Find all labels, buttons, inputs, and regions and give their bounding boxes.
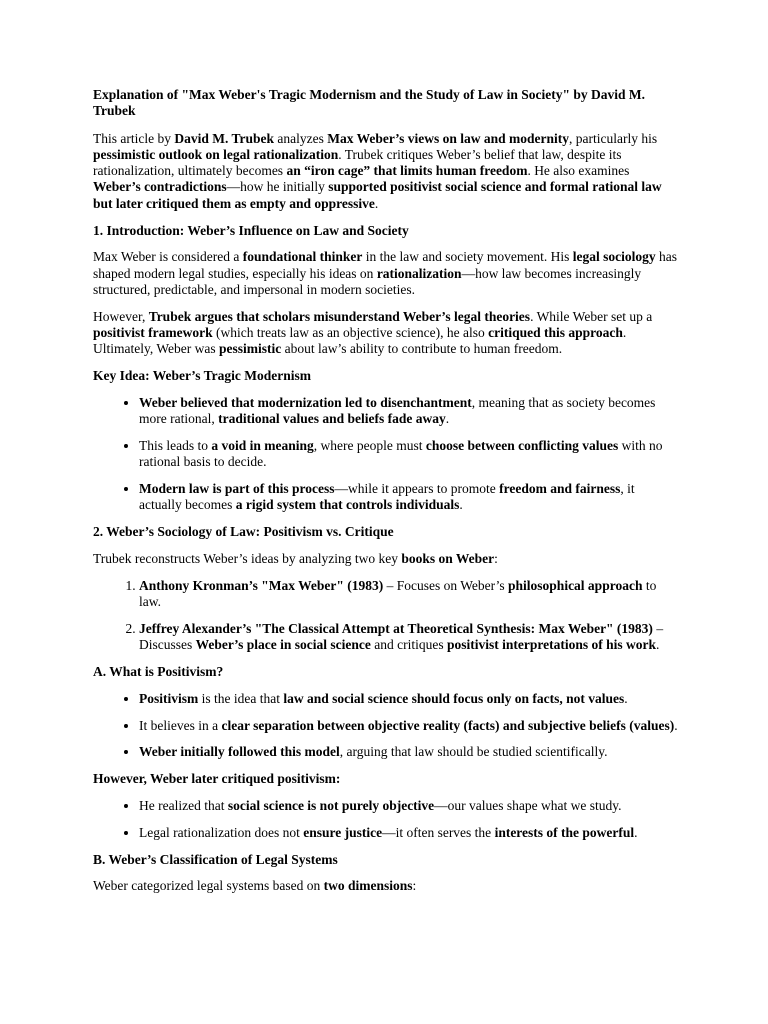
bold-text: positivist interpretations of his work — [446, 637, 656, 653]
bold-text: clear separation between objective reality (facts) and subjective beliefs (values) — [221, 717, 675, 733]
section-2-paragraph-1: Trubek reconstructs Weber’s ideas by analyzing two key books on Weber: — [93, 551, 498, 567]
list-item: • Positivism is the idea that law and social science should focus only on facts, not values. — [139, 691, 678, 707]
bold-text: Modern law is part of this process — [139, 481, 335, 497]
key-idea-list — [93, 395, 678, 514]
bold-text: philosophical approach — [508, 577, 643, 593]
bold-text: two dimensions — [323, 878, 413, 894]
list-item: 2. Jeffrey Alexander’s "The Classical Attempt at Theoretical Synthesis: Max Weber" (1983) – Discusses Weber’s place in social science and critiques positivist interpretations of his work. — [139, 621, 678, 654]
section-2-heading: 2. Weber’s Sociology of Law: Positivism vs. Critique — [93, 524, 394, 540]
however-heading: However, Weber later critiqued positivism: — [93, 771, 341, 787]
bold-text: Anthony Kronman’s "Max Weber" (1983) — [139, 577, 384, 593]
bold-text: social science is not purely objective — [227, 798, 435, 813]
section-1-paragraph-1: Max Weber is considered a foundational thinker in the law and society movement. His legal sociology has shaped modern legal studies, especially his ideas on rationalization—how law becomes increasingly structured, predictable, and impersonal in modern societies. — [93, 249, 677, 297]
section-b-paragraph-1: Weber categorized legal systems based on two dimensions: — [93, 878, 417, 894]
bold-text: Weber’s contradictions — [93, 179, 227, 195]
bold-text: Weber initially followed this model — [139, 744, 340, 760]
key-idea-heading: Key Idea: Weber’s Tragic Modernism — [93, 368, 311, 384]
bold-text: Jeffrey Alexander’s "The Classical Attempt at Theoretical Synthesis: Max Weber" (1983) — [139, 620, 653, 636]
bold-text: supported positivist social science and formal rational law but later critiqued them as empty and oppressive — [93, 179, 662, 211]
section-b-heading: B. Weber’s Classification of Legal Systems — [93, 851, 338, 867]
bold-text: a void in meaning — [211, 438, 314, 454]
list-item: • Weber initially followed this model, arguing that law should be studied scientifically. — [139, 744, 678, 760]
bold-text: David M. Trubek — [174, 130, 275, 146]
bold-text: pessimistic outlook on legal rationalization — [93, 146, 339, 162]
bold-text: choose between conflicting values — [425, 438, 619, 454]
bold-text: Trubek argues that scholars misunderstand Weber’s legal theories — [148, 308, 531, 324]
bold-text: books on Weber — [401, 551, 495, 567]
bold-text: rationalization — [376, 265, 462, 281]
bold-text: critiqued this approach — [488, 325, 623, 341]
bold-text: traditional values and beliefs fade away — [218, 411, 446, 427]
section-1-heading: 1. Introduction: Weber’s Influence on Law and Society — [93, 222, 409, 238]
list-item: • This leads to a void in meaning, where people must choose between conflicting values with no rational basis to decide. — [139, 438, 678, 471]
books-list — [93, 578, 678, 654]
critique-list — [93, 798, 678, 841]
bold-text: interests of the powerful — [494, 824, 635, 840]
bold-text: legal sociology — [572, 249, 656, 265]
document-body — [93, 87, 678, 905]
list-item: 1. Anthony Kronman’s "Max Weber" (1983) – Focuses on Weber’s philosophical approach to law. — [139, 578, 678, 611]
positivism-list — [93, 691, 678, 761]
list-item: • Weber believed that modernization led to disenchantment, meaning that as society becomes more rational, traditional values and beliefs fade away. — [139, 395, 678, 428]
bold-text: freedom and fairness — [499, 481, 621, 497]
bold-text: Positivism — [139, 690, 199, 706]
bold-text: law and social science should focus only on facts, not values — [283, 690, 625, 706]
intro-paragraph: This article by David M. Trubek analyzes Max Weber’s views on law and modernity, particularly his pessimistic outlook on legal rationalization. Trubek critiques Weber’s belief that law, despite its rationalization, ultimately becomes an “iron cage” that limits human freedom. He also examines Weber’s contradictions—how he initially supported positivist social science and formal rational law but later critiqued them as empty and oppressive. — [93, 130, 662, 211]
section-a-heading: A. What is Positivism? — [93, 664, 224, 680]
list-item: • Legal rationalization does not ensure justice—it often serves the interests of the powerful. — [139, 825, 678, 841]
bold-text: foundational thinker — [242, 249, 363, 265]
bold-text: positivist framework — [93, 325, 213, 341]
list-item: • Modern law is part of this process—while it appears to promote freedom and fairness, it actually becomes a rigid system that controls individuals. — [139, 481, 678, 514]
bold-text: Weber’s place in social science — [195, 637, 371, 653]
bold-text: an “iron cage” that limits human freedom — [286, 163, 528, 179]
bold-text: Max Weber’s views on law and modernity — [327, 130, 569, 146]
bold-text: pessimistic — [219, 341, 282, 357]
bold-text: Weber believed that modernization led to disenchantment — [139, 394, 472, 410]
document-title: Explanation of "Max Weber's Tragic Modernism and the Study of Law in Society" by David M. Trubek — [93, 87, 646, 119]
list-item: • He realized that social science is not purely objective—our values shape what we study. — [139, 798, 678, 814]
section-1-paragraph-2: However, Trubek argues that scholars misunderstand Weber’s legal theories. While Weber set up a positivist framework (which treats law as an objective science), he also critiqued this approach. Ultimately, Weber was pessimistic about law’s ability to contribute to human freedom. — [93, 308, 653, 357]
bold-text: a rigid system that controls individuals — [235, 497, 460, 513]
bold-text: ensure justice — [303, 824, 383, 840]
list-item: • It believes in a clear separation between objective reality (facts) and subjective beliefs (values). — [139, 718, 678, 734]
